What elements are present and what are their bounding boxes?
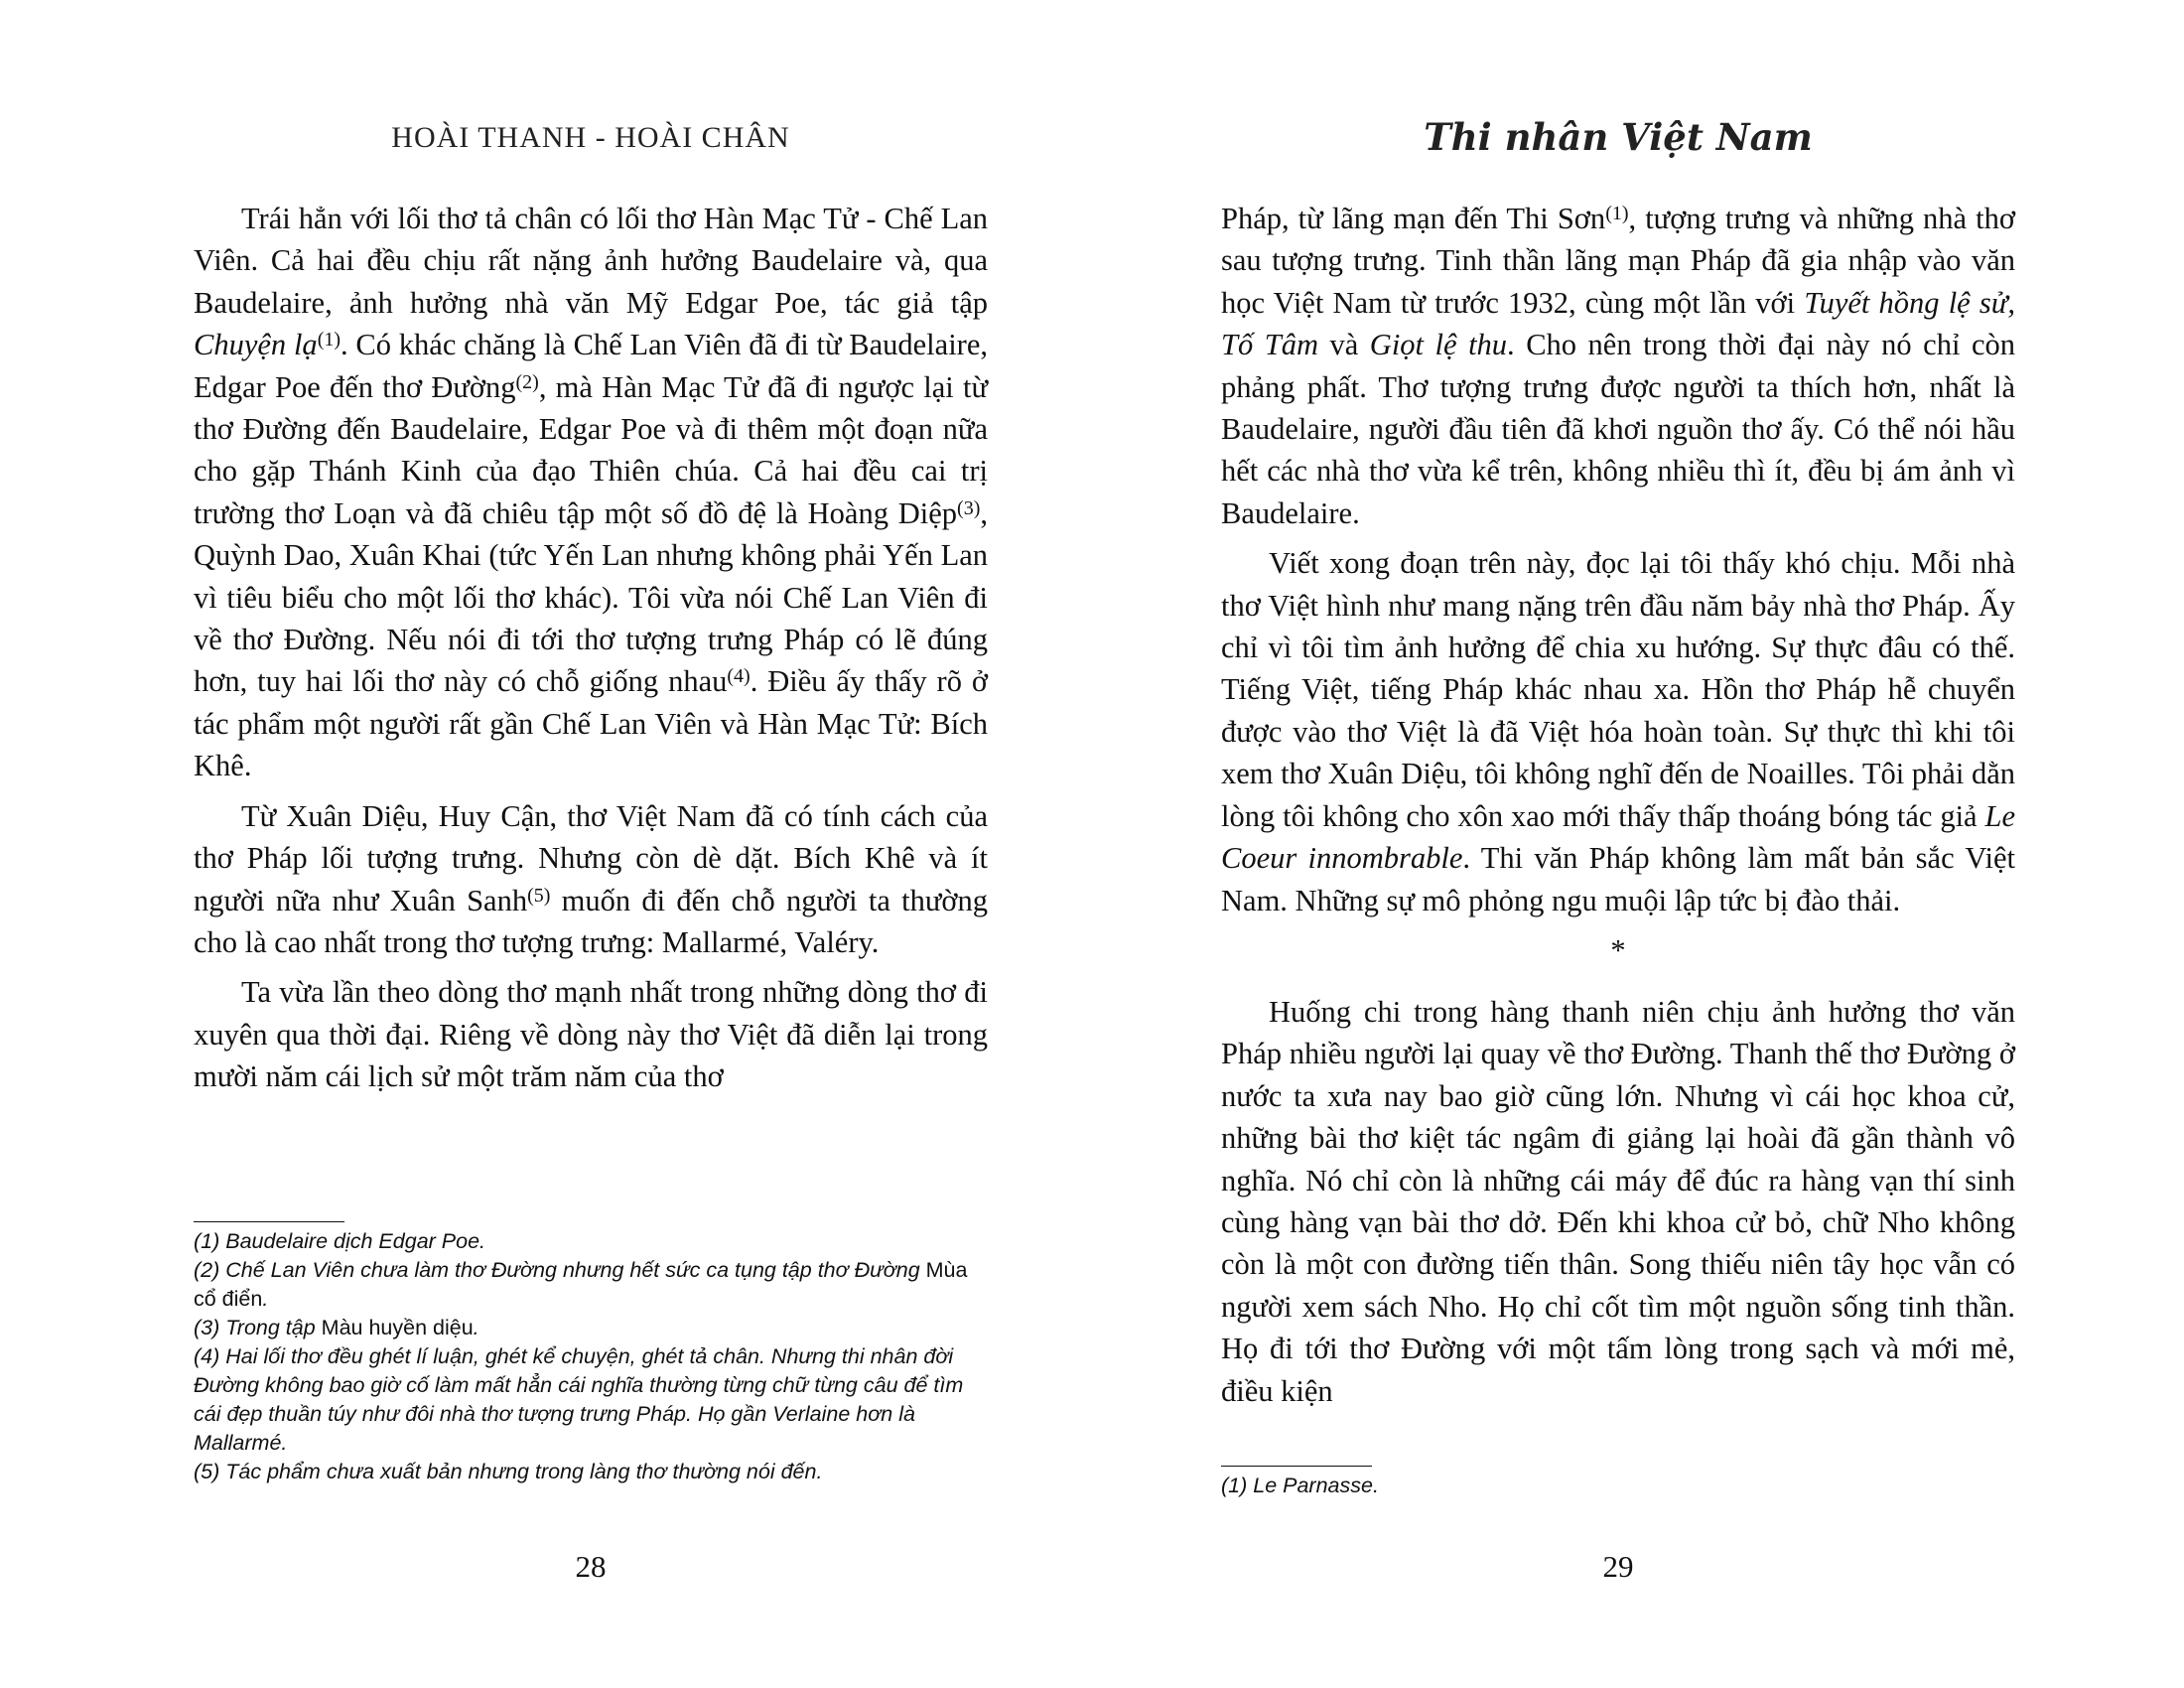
page-number-right: 29 <box>1602 1549 1634 1584</box>
right-footnotes <box>1221 1472 2015 1500</box>
footnote-ref-1-right: (1) <box>1605 203 1629 224</box>
running-head-right: Thi nhân Việt Nam <box>1424 115 1813 159</box>
right-body-text <box>1221 198 2015 1412</box>
footnote-1: (1) Baudelaire dịch Edgar Poe. <box>194 1229 486 1253</box>
right-paragraph-2: Viết xong đoạn trên này, đọc lại tôi thấy khó chịu. Mỗi nhà thơ Việt hình như mang nặng trên đầu năm bảy nhà thơ Pháp. Ấy chỉ vì tôi tìm ảnh hưởng để chia xu hướng. Sự thực đâu có thế. Tiếng Việt, tiếng Pháp khác nhau xa. Hồn thơ Pháp hễ chuyển được vào thơ Việt là đã Việt hóa hoàn toàn. Sự thực thì khi tôi xem thơ Xuân Diệu, tôi không nghĩ đến de Noailles. Tôi phải dằn lòng tôi không cho xôn xao mới thấy thấp thoáng bóng tác giả Le Coeur innombrable. Thi văn Pháp không làm mất bản sắc Việt Nam. Những sự mô phỏng ngu muội lập tức bị đào thải. <box>1221 546 2015 917</box>
section-separator: * <box>1610 932 1626 967</box>
left-body-text <box>194 198 988 1098</box>
left-paragraph-2: Từ Xuân Diệu, Huy Cận, thơ Việt Nam đã có tính cách của thơ Pháp lối tượng trưng. Nhưng còn dè dặt. Bích Khê và ít người nữa như Xuân Sanh$^{(5)}$ muốn đi đến chỗ người ta thường cho là cao nhất trong thơ tượng trưng: Mallarmé, Valéry. <box>194 798 988 959</box>
right-paragraph-3: Huống chi trong hàng thanh niên chịu ảnh hưởng thơ văn Pháp nhiều người lại quay về thơ Đường. Thanh thế thơ Đường ở nước ta xưa nay bao giờ cũng lớn. Nhưng vì cái học khoa cử, những bài thơ kiệt tác ngâm đi giảng lại hoài đã gần thành vô nghĩa. Nó chỉ còn là những cái máy để đúc ra hàng vạn thí sinh cùng hàng vạn bài thơ dở. Đến khi khoa cử bỏ, chữ Nho không còn là một con đường tiến thân. Song thiếu niên tây học vẫn có người xem sách Nho. Họ chỉ cốt tìm một nguồn sống tinh thần. Họ đi tới thơ Đường với một tấm lòng trong sạch và mới mẻ, điều kiện <box>1221 994 2015 1408</box>
running-head-left: HOÀI THANH - HOÀI CHÂN <box>391 121 790 154</box>
left-footnotes <box>194 1227 988 1486</box>
right-footnote-rule <box>1221 1466 1372 1467</box>
right-page <box>1221 0 2015 1688</box>
footnote-1-right: (1) Le Parnasse. <box>1221 1474 1379 1497</box>
footnote-5: (5) Tác phẩm chưa xuất bản nhưng trong làng thơ thường nói đến. <box>194 1460 823 1483</box>
right-paragraph-1: Pháp, từ lãng mạn đến Thi Sơn$^{(1)}$, tượng trưng và những nhà thơ sau tượng trưng. Tinh thần lãng mạn Pháp đã gia nhập vào văn học Việt Nam từ trước 1932, cùng một lần với Tuyết hồng lệ sử, Tố Tâm và Giọt lệ thu. Cho nên trong thời đại này nó chỉ còn phảng phất. Thơ tượng trưng được người ta thích hơn, nhất là Baudelaire, người đầu tiên đã khơi nguồn thơ ấy. Có thể nói hầu hết các nhà thơ vừa kể trên, không nhiều thì ít, đều bị ám ảnh vì Baudelaire. <box>1221 202 2015 530</box>
page-number-left: 28 <box>575 1549 607 1584</box>
left-paragraph-3: Ta vừa lần theo dòng thơ mạnh nhất trong những dòng thơ đi xuyên qua thời đại. Riêng về dòng này thơ Việt đã diễn lại trong mười năm cái lịch sử một trăm năm của thơ <box>194 975 988 1094</box>
left-paragraph-1: Trái hẳn với lối thơ tả chân có lối thơ Hàn Mạc Tử - Chế Lan Viên. Cả hai đều chịu rất nặng ảnh hưởng Baudelaire và, qua Baudelaire, ảnh hưởng nhà văn Mỹ Edgar Poe, tác giả tập Chuyện lạ$^{(1)}$. Có khác chăng là Chế Lan Viên đã đi từ Baudelaire, Edgar Poe đến thơ Đường$^{(2)}$, mà Hàn Mạc Tử đã đi ngược lại từ thơ Đường đến Baudelaire, Edgar Poe và đi thêm một đoạn nữa cho gặp Thánh Kinh của đạo Thiên chúa. Cả hai đều cai trị trường thơ Loạn và đã chiêu tập một số đồ đệ là Hoàng Diệp$^{(3)}$, Quỳnh Dao, Xuân Khai (tức Yến Lan nhưng không phải Yến Lan vì tiêu biểu cho một lối thơ khác). Tôi vừa nói Chế Lan Viên đi về thơ Đường. Nếu nói đi tới thơ tượng trưng Pháp có lẽ đúng hơn, tuy hai lối thơ này có chỗ giống nhau$^{(4)}$. Điều ấy thấy rõ ở tác phẩm một người rất gần Chế Lan Viên và Hàn Mạc Tử: Bích Khê. <box>194 202 988 783</box>
left-page <box>194 0 988 1688</box>
footnote-2: (2) Chế Lan Viên chưa làm thơ Đường nhưng hết sức ca tụng tập thơ Đường Mùa cổ điển. <box>194 1258 968 1311</box>
footnote-4: (4) Hai lối thơ đều ghét lí luận, ghét kể chuyện, ghét tả chân. Nhưng thi nhân đời Đường không bao giờ cố làm mất hẳn cái nghĩa thường từng chữ từng câu để tìm cái đẹp thuần túy như đôi nhà thơ tượng trưng Pháp. Họ gần Verlaine hơn là Mallarmé. <box>194 1344 964 1455</box>
footnote-ref-3: (3) <box>957 496 981 519</box>
footnote-3: (3) Trong tập Màu huyền diệu. <box>194 1316 479 1339</box>
footnote-ref-4: (4) <box>727 665 751 688</box>
footnote-ref-1: (1) <box>317 329 341 352</box>
footnote-ref-2: (2) <box>515 370 539 393</box>
footnote-ref-5: (5) <box>527 884 551 907</box>
left-footnote-rule <box>194 1221 344 1222</box>
